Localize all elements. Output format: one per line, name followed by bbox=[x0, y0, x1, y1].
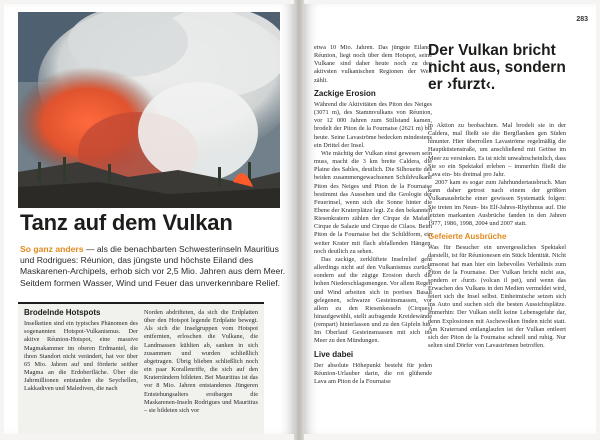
right-column-1 bbox=[314, 44, 432, 386]
erosion-paragraph-2: Wie mächtig der Vulkan einst gewesen sein muss, macht die 3 km breite Caldera, die Plaine des Sables, deutlich. Die Silhouette des beiden zusammengewachsenen Schildvulkane Piton des Neiges und Piton de la Fournaise bestimmt das Aussehen und die Geologie der Feuerinsel, wenn sich die Sonne hinter die Ebene der Kraterplätze legt. Zu den bekannten Riesenkratern zählen der Cirque de Mafate, Cirque de Salazie und Cirque de Cilaos. Beim Piton de la Fournaise bei die Schildform, ein weiter Krater mit flach abfallenden Hängen, noch deutlich zu sehen. bbox=[314, 149, 432, 255]
subhead-erosion: Zackige Erosion bbox=[314, 88, 376, 98]
celebrated-paragraph: Was für Besucher ein unvergessliches Spektakel darstellt, ist für Réunionesen ein Stück Identität. Nicht umsonst hat man hier ein liebevolles Verhältnis zum Piton de la Fournaise. Der Vulkan bricht nicht aus, sondern er ›furzt‹ (volcan il pet), und wenn das Erwachen des Vulkans in den Medien vermeldet wird, feiert sich die Insel selbst. Einheimische setzen sich ins Auto und suchen sich die besten Aussichtsplätze. Immerhin: Der Vulkan stellt keine Lebensgefahr dar, denn Explosionen mit Aschewolken finden nicht statt. Am Kraterrand entlanglaufen ist der Vulkan entleert sich der Piton de la Fournaise schnell und ruhig. Nur selten sind Dörfer von Lavaströmen betroffen. bbox=[428, 244, 566, 350]
article-headline: Tanz auf dem Vulkan bbox=[20, 210, 233, 235]
book-spine bbox=[294, 0, 304, 440]
right-column-2 bbox=[428, 122, 566, 350]
right-page bbox=[304, 4, 596, 434]
left-page bbox=[4, 4, 294, 434]
info-box-column-2 bbox=[144, 309, 258, 415]
info-box-text-2: Norden abdrifteten, da sich die Erdplatten über den Hotspot legende Erdplatte bewegt. Als sich die Inselgruppen vom Hotspot entfernten, erloschen die Vulkane, die Landmassen kühlten ab, sanken in sich zusammen und wurden schließlich abgetragen. Übrig blieben schließlich noch ein paar Korallenriffe, die sich auf den Kraterrändern bildeten. Bei Mauritius ist das vor 8 Mio. Jahren entstandenes Jüngeren Entstehungsalters erstbargen die Maskarenen-Inseln Rodrigues und Mauritius – sie bildeten sich vor bbox=[144, 309, 258, 414]
erosion-paragraph-3: Das zackige, zerklüftete Inselrelief geht allerdings nicht auf den Vulkanismus zurück, sondern auf die zügige Erosion durch die hohen Niederschlagsmengen. Vor allem Regen und Wind arbeiten sich in poröses Basalt gelegenen, schwarze Gesteinsmassen, vor allem zu den Riesenkesseln (Cirques) hinaufgewühlt, stellt aufragende Kreidewände (rempart) hinterlassen und zu den Gipfeln hin. Im Oberlauf Gesteinsmassen mit sich ins Meer zu den Mündungen. bbox=[314, 255, 432, 345]
volcano-eruption-illustration bbox=[18, 12, 280, 208]
erosion-paragraph-1: Während die Aktivitäten des Piton des Neiges (3071 m), des Stammvulkans von Réunion, vor 12 000 Jahren zum Stillstand kamen, brodelt der Piton de la Fournaise (2621 m) bis heute. Seine Lavaströme bedecken mindestens ein Drittel der Insel. bbox=[314, 100, 432, 149]
action-paragraph: in Aktion zu beobachten. Mal brodelt sie in der Caldera, mal fließt sie die Bergflanken gen Süden hinunter. Hier überrollen Lavaströme regelmäßig die Hauptküstenstraße, um anschließend mit Getöse im Meer zu versinken. Es ist nicht unwahrscheinlich, dass Sie so ein Spektakel erleben – immerhin fließt die Lava ein- bis dreimal pro Jahr. bbox=[428, 122, 566, 178]
info-box-text-1: Inselketten sind ein typisches Phänomen des sogenannten Hotspot-Vulkanismus. Der aktive Réunion-Hotspot, eine massive Magmakammer im oberen Erdmantel, die ihren Standort nicht verändert, hat vor über 65 Mio. Jahren auf und förderte seither Magma an die Erdoberfläche. Über die Jahrmillionen entstanden die Seychellen, Lakkadiven und Malediven, die nach bbox=[24, 320, 138, 393]
lede-text: — als die benachbarten Schwesterinseln Mauritius und Rodrigues: Réunion, das jüngste und höchste Eiland des Maskarenen-Archipels, erhob sich vor 2,5 Mio. Jahren aus dem Meer. Seitdem formen Wasser, Wind und Feuer das unverkennbare Relief. bbox=[20, 244, 286, 288]
live-paragraph: Der absolute Höhepunkt besteht für jeden Réunion-Urlauber darin, die rot glühende Lava am Piton de la Fournaise bbox=[314, 361, 432, 386]
lede-accent: So ganz anders bbox=[20, 244, 84, 254]
article-lede bbox=[20, 244, 286, 289]
info-box-title: Brodelnde Hotspots bbox=[24, 308, 101, 317]
intro-paragraph: etwa 10 Mio. Jahren. Das jüngste Eiland, Réunion, liegt noch über dem Hotspot, seine Vulkane sind daher heute noch zu den aktivsten vulkanischen Regionen der Welt zählt. bbox=[314, 44, 432, 84]
page-number: 283 bbox=[576, 16, 588, 23]
subhead-celebrated: Gefeierte Ausbrüche bbox=[428, 232, 507, 242]
subhead-live: Live dabei bbox=[314, 349, 354, 359]
volcano-eruption-photo bbox=[18, 12, 280, 208]
pull-quote: Der Vulkan bricht nicht aus, sondern er ›furzt‹. bbox=[428, 42, 566, 93]
info-box-column-1 bbox=[24, 309, 138, 394]
eruption-paragraph: 2007 kam es sogar zum Jahrhundertausbruch. Man kann daher getrost nach einem der größten Vulkanausbrüche einer gewissen Systematik folgen: Sie treten im Neun- bis Elf-Jahres-Rhythmus auf. Die letzten markanten Ausbrüche fanden in den Jahren 1977, 1986, 1998, 2004 und 2007 statt. bbox=[428, 179, 566, 227]
